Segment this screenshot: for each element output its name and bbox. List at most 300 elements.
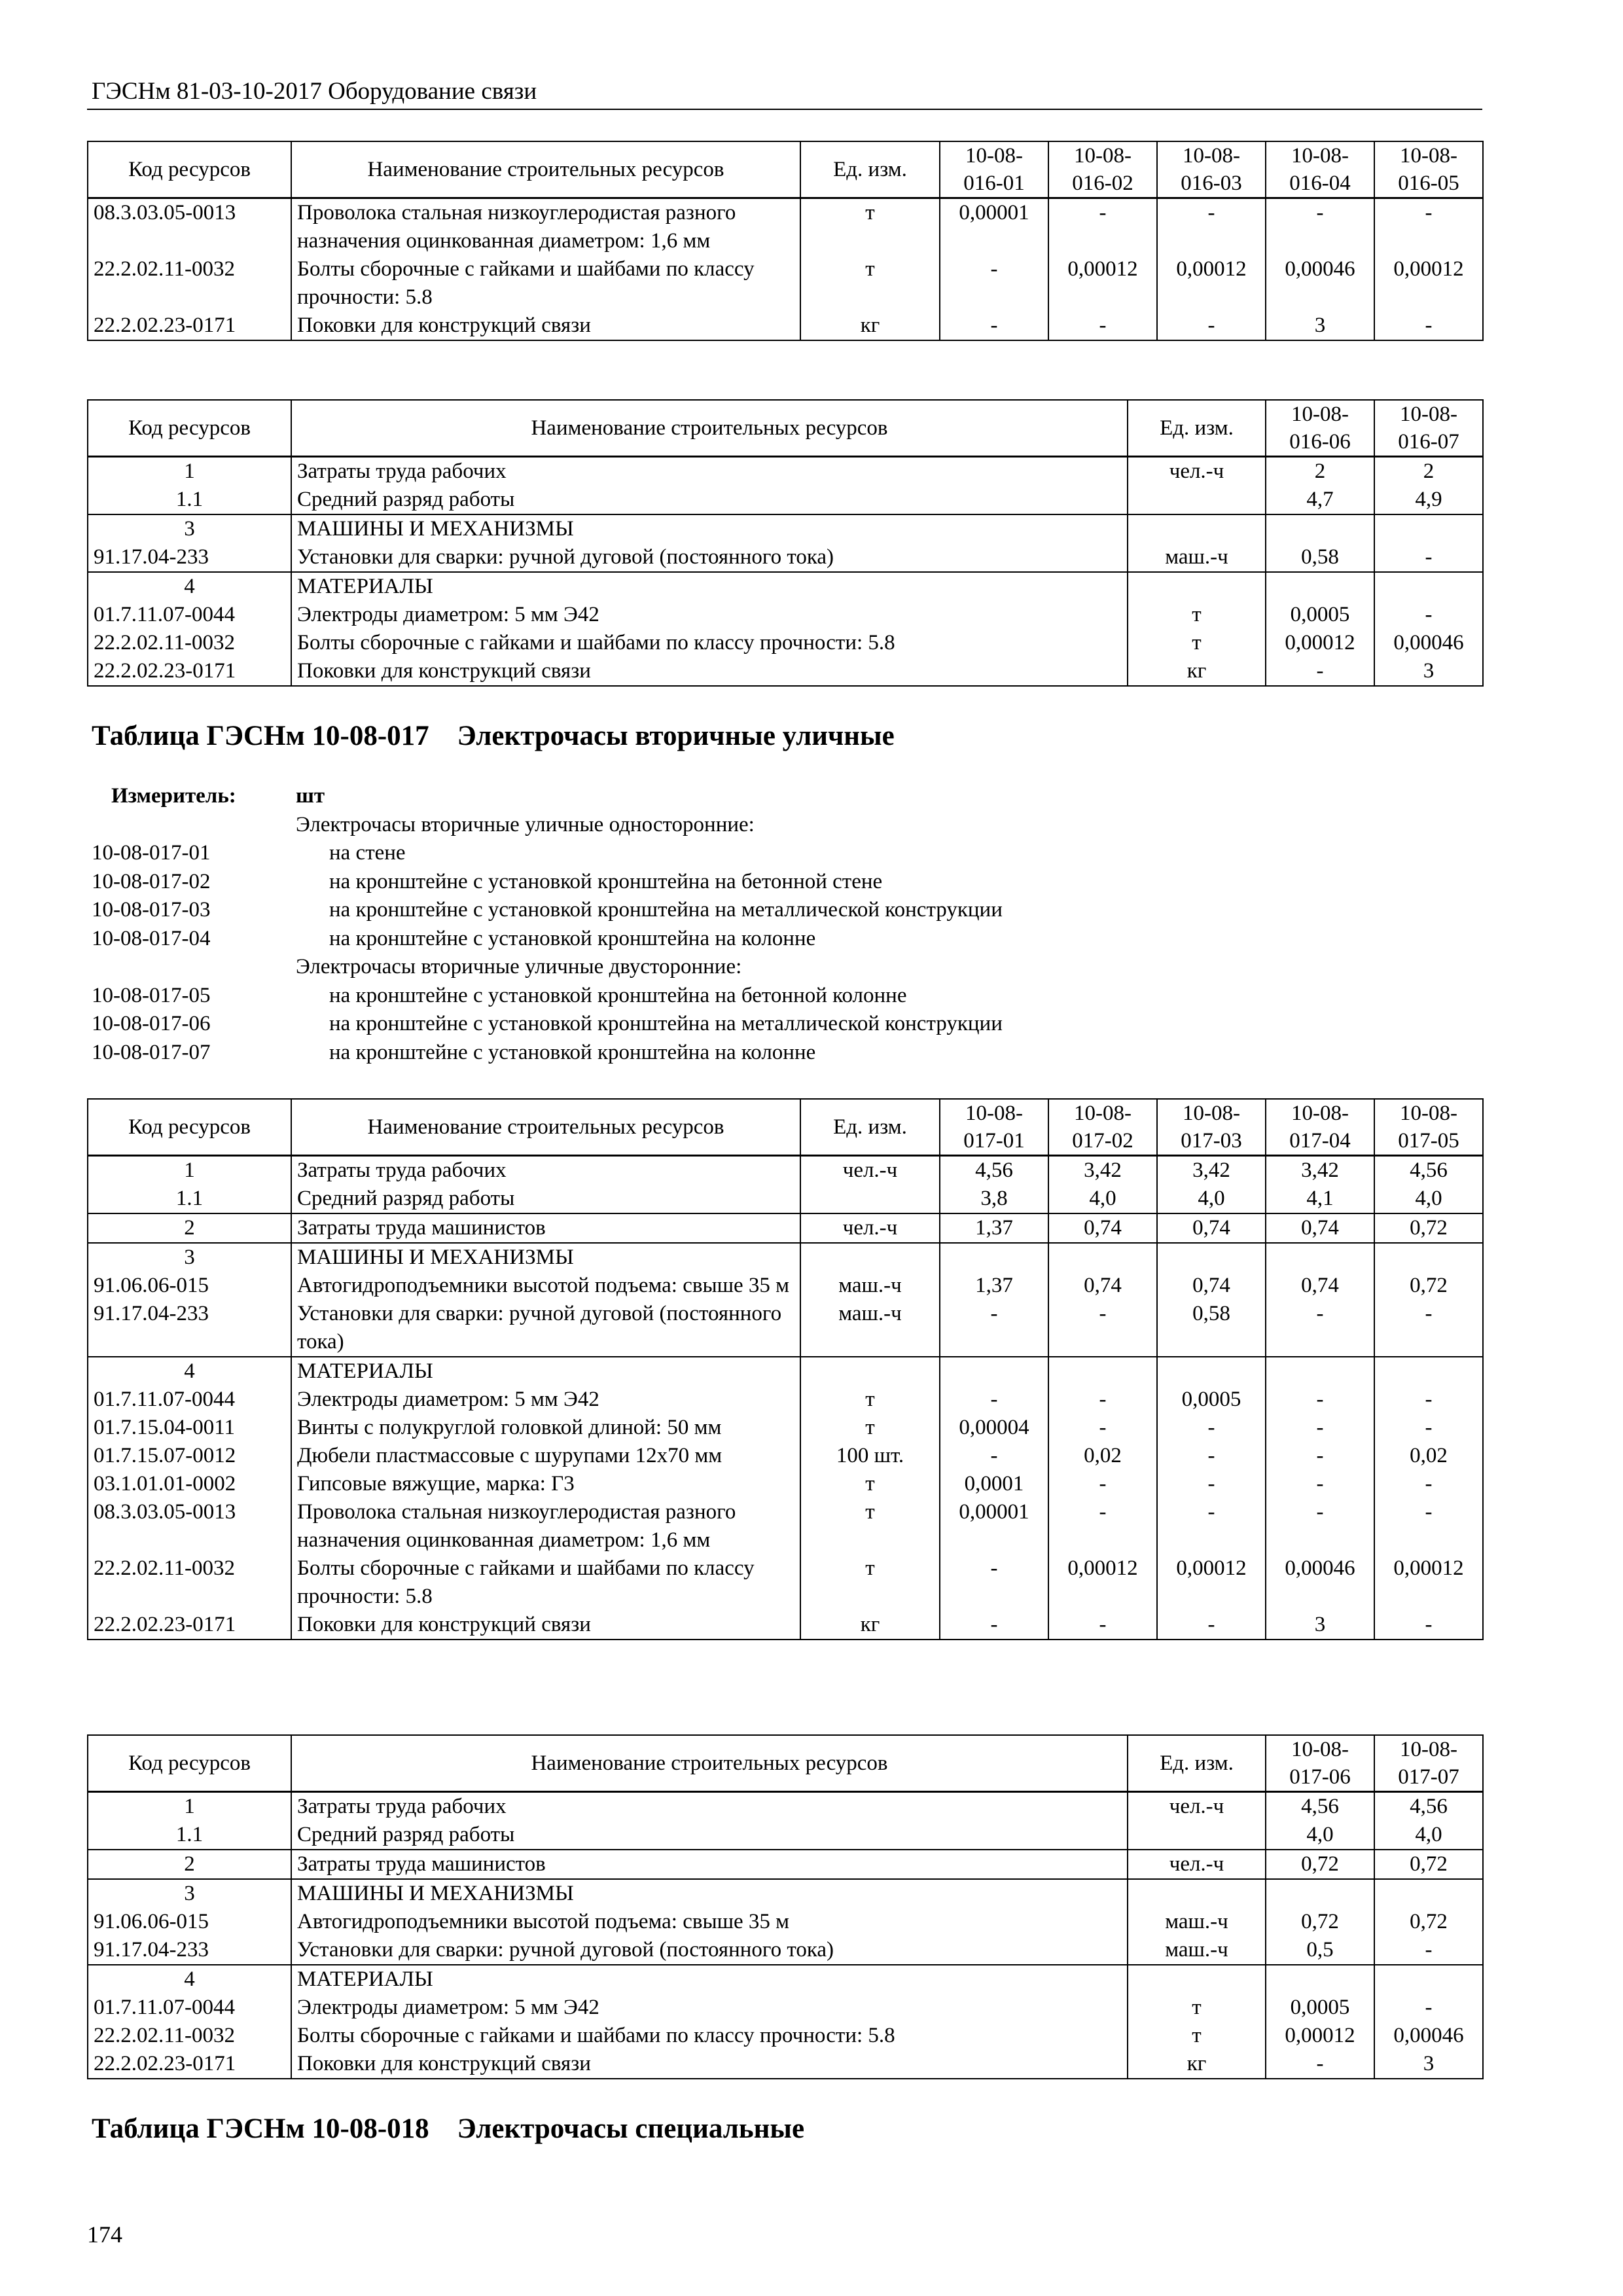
table-row — [88, 543, 1483, 572]
resource-value: 0,0005 — [1157, 1386, 1266, 1414]
resource-value: 4,7 — [1266, 486, 1374, 514]
resource-value: 0,74 — [1157, 1213, 1266, 1243]
resource-value — [1266, 572, 1374, 601]
table-row — [88, 1213, 1483, 1243]
resource-unit: т — [800, 198, 940, 256]
resource-value: 4,56 — [1374, 1792, 1483, 1821]
resource-unit: 100 шт. — [800, 1442, 940, 1470]
resource-value: 0,72 — [1266, 1908, 1374, 1936]
resource-unit: т — [800, 1554, 940, 1611]
resource-name: Поковки для конструкций связи — [291, 657, 1128, 686]
resource-value: - — [940, 1554, 1048, 1611]
norm-code: 10-08-017-07 — [92, 1040, 211, 1064]
resource-value: 0,02 — [1048, 1442, 1157, 1470]
resource-value: 0,00046 — [1266, 255, 1374, 312]
col-head-unit: Ед. изм. — [800, 1099, 940, 1156]
norm-code: 10-08-017-03 — [92, 898, 211, 922]
col-head-norm: 10-08- 016-01 — [940, 141, 1048, 198]
resource-value: 3 — [1266, 1611, 1374, 1640]
resource-value: 4,0 — [1374, 1821, 1483, 1850]
col-head-norm: 10-08- 016-05 — [1374, 141, 1483, 198]
col-head-norm: 10-08- 016-03 — [1157, 141, 1266, 198]
table-row — [88, 1936, 1483, 1965]
resource-name: Затраты труда машинистов — [291, 1213, 800, 1243]
resource-name: Электроды диаметром: 5 мм Э42 — [291, 1386, 800, 1414]
resource-value: - — [940, 1611, 1048, 1640]
resource-table-016-01-05 — [87, 141, 1484, 341]
resource-value — [940, 1357, 1048, 1386]
resource-value: - — [1048, 1498, 1157, 1554]
resource-value — [1374, 1879, 1483, 1908]
resource-value: 0,00012 — [1266, 2022, 1374, 2050]
resource-unit: маш.-ч — [1128, 543, 1266, 572]
norm-description: на кронштейне с установкой кронштейна на колонне — [329, 926, 816, 950]
resource-value — [1374, 514, 1483, 543]
resource-name: Затраты труда рабочих — [291, 457, 1128, 486]
resource-unit — [800, 1243, 940, 1272]
resource-value: 4,56 — [940, 1156, 1048, 1185]
resource-value: - — [1048, 198, 1157, 256]
resource-value: 0,00001 — [940, 198, 1048, 256]
table-row — [88, 1611, 1483, 1640]
resource-code: 91.17.04-233 — [88, 543, 291, 572]
col-head-name: Наименование строительных ресурсов — [291, 141, 800, 198]
resource-table-017-06-07 — [87, 1734, 1484, 2079]
norm-code: 10-08-017-06 — [92, 1012, 211, 1035]
resource-code: 22.2.02.11-0032 — [88, 629, 291, 657]
resource-name: Установки для сварки: ручной дуговой (постоянного тока) — [291, 1936, 1128, 1965]
table-row — [88, 198, 1483, 256]
table-row — [88, 1792, 1483, 1821]
table-row — [88, 2022, 1483, 2050]
resource-value — [1374, 572, 1483, 601]
resource-unit: чел.-ч — [800, 1156, 940, 1185]
resource-unit: кг — [800, 312, 940, 340]
resource-code: 08.3.03.05-0013 — [88, 1498, 291, 1554]
resource-value — [1157, 1357, 1266, 1386]
resource-name: Установки для сварки: ручной дуговой (постоянного тока) — [291, 1300, 800, 1357]
resource-unit — [1128, 1821, 1266, 1850]
resource-value: 4,0 — [1266, 1821, 1374, 1850]
resource-name: МАШИНЫ И МЕХАНИЗМЫ — [291, 514, 1128, 543]
norm-description: на кронштейне с установкой кронштейна на металлической конструкции — [329, 898, 1003, 922]
resource-code: 91.06.06-015 — [88, 1908, 291, 1936]
resource-value: 0,58 — [1157, 1300, 1266, 1357]
table-row — [88, 1908, 1483, 1936]
resource-value: - — [1374, 1498, 1483, 1554]
resource-name: Автогидроподъемники высотой подъема: свыше 35 м — [291, 1908, 1128, 1936]
resource-unit: т — [800, 1498, 940, 1554]
resource-unit: чел.-ч — [800, 1213, 940, 1243]
resource-value: 3 — [1374, 657, 1483, 686]
resource-unit: маш.-ч — [1128, 1908, 1266, 1936]
resource-value: 4,56 — [1266, 1792, 1374, 1821]
resource-value: 1,37 — [940, 1213, 1048, 1243]
resource-unit: кг — [800, 1611, 940, 1640]
col-head-norm: 10-08- 017-02 — [1048, 1099, 1157, 1156]
resource-code: 01.7.11.07-0044 — [88, 601, 291, 629]
resource-value: - — [1048, 1470, 1157, 1498]
resource-value: - — [1157, 1414, 1266, 1442]
resource-value: - — [1266, 1300, 1374, 1357]
resource-unit: т — [800, 1414, 940, 1442]
norm-description: Электрочасы вторичные уличные односторонние: — [296, 812, 755, 836]
resource-value: 4,0 — [1374, 1185, 1483, 1213]
meter-label: Измеритель: — [111, 784, 236, 808]
col-head-unit: Ед. изм. — [1128, 400, 1266, 457]
resource-name: Поковки для конструкций связи — [291, 312, 800, 340]
resource-value: 0,02 — [1374, 1442, 1483, 1470]
table-row — [88, 1470, 1483, 1498]
resource-name: Электроды диаметром: 5 мм Э42 — [291, 601, 1128, 629]
norm-description: на кронштейне с установкой кронштейна на колонне — [329, 1040, 816, 1064]
resource-value: - — [1374, 1386, 1483, 1414]
resource-value: 3,42 — [1157, 1156, 1266, 1185]
col-head-norm: 10-08- 017-05 — [1374, 1099, 1483, 1156]
resource-name: МАШИНЫ И МЕХАНИЗМЫ — [291, 1879, 1128, 1908]
resource-name: Дюбели пластмассовые с шурупами 12х70 мм — [291, 1442, 800, 1470]
resource-code: 22.2.02.11-0032 — [88, 1554, 291, 1611]
resource-value: 0,74 — [1157, 1272, 1266, 1300]
resource-name: Поковки для конструкций связи — [291, 1611, 800, 1640]
col-head-code: Код ресурсов — [88, 1735, 291, 1792]
resource-code: 3 — [88, 1243, 291, 1272]
resource-value: - — [1157, 1470, 1266, 1498]
col-head-norm: 10-08- 017-06 — [1266, 1735, 1374, 1792]
resource-value: 0,00012 — [1048, 255, 1157, 312]
resource-value: 3,8 — [940, 1185, 1048, 1213]
resource-value: 3,42 — [1266, 1156, 1374, 1185]
resource-value: - — [1374, 543, 1483, 572]
col-head-unit: Ед. изм. — [800, 141, 940, 198]
col-head-norm: 10-08- 016-04 — [1266, 141, 1374, 198]
resource-value: - — [1266, 1386, 1374, 1414]
resource-value: 0,00001 — [940, 1498, 1048, 1554]
resource-code: 22.2.02.11-0032 — [88, 255, 291, 312]
resource-code: 01.7.15.07-0012 — [88, 1442, 291, 1470]
meter-value: шт — [296, 784, 325, 808]
resource-name: Проволока стальная низкоуглеродистая разного назначения оцинкованная диаметром: 1,6 мм — [291, 1498, 800, 1554]
col-head-name: Наименование строительных ресурсов — [291, 400, 1128, 457]
resource-code: 1 — [88, 1156, 291, 1185]
resource-unit — [1128, 572, 1266, 601]
resource-code: 4 — [88, 572, 291, 601]
col-head-norm: 10-08- 016-06 — [1266, 400, 1374, 457]
norm-code: 10-08-017-01 — [92, 841, 211, 865]
resource-value: 2 — [1266, 457, 1374, 486]
resource-code: 91.17.04-233 — [88, 1300, 291, 1357]
resource-name: Болты сборочные с гайками и шайбами по классу прочности: 5.8 — [291, 1554, 800, 1611]
resource-value: - — [1374, 1300, 1483, 1357]
resource-value: - — [1266, 1414, 1374, 1442]
resource-value: 0,0001 — [940, 1470, 1048, 1498]
resource-name: Затраты труда рабочих — [291, 1792, 1128, 1821]
resource-value — [1374, 1357, 1483, 1386]
table-row — [88, 1272, 1483, 1300]
table-row — [88, 1185, 1483, 1213]
resource-value: 4,1 — [1266, 1185, 1374, 1213]
col-head-code: Код ресурсов — [88, 141, 291, 198]
table-row — [88, 1300, 1483, 1357]
resource-code: 22.2.02.23-0171 — [88, 2050, 291, 2079]
resource-value: 0,72 — [1374, 1850, 1483, 1879]
resource-value: - — [1266, 1470, 1374, 1498]
resource-value: 0,00012 — [1374, 1554, 1483, 1611]
resource-value: - — [1157, 1611, 1266, 1640]
table-row — [88, 1879, 1483, 1908]
resource-unit — [1128, 486, 1266, 514]
resource-value: 0,00012 — [1157, 1554, 1266, 1611]
resource-unit: т — [800, 1470, 940, 1498]
table-row — [88, 1243, 1483, 1272]
resource-value: - — [940, 255, 1048, 312]
resource-value: - — [940, 1386, 1048, 1414]
resource-name: МАТЕРИАЛЫ — [291, 1357, 800, 1386]
col-head-code: Код ресурсов — [88, 1099, 291, 1156]
resource-code: 01.7.11.07-0044 — [88, 1386, 291, 1414]
table-row — [88, 1442, 1483, 1470]
resource-unit: т — [1128, 2022, 1266, 2050]
table-row — [88, 486, 1483, 514]
resource-code: 22.2.02.23-0171 — [88, 1611, 291, 1640]
resource-unit: маш.-ч — [800, 1300, 940, 1357]
resource-value — [1266, 1879, 1374, 1908]
table-row — [88, 1498, 1483, 1554]
resource-name: Поковки для конструкций связи — [291, 2050, 1128, 2079]
resource-value: 0,72 — [1374, 1908, 1483, 1936]
resource-name: Гипсовые вяжущие, марка: Г3 — [291, 1470, 800, 1498]
resource-unit: кг — [1128, 657, 1266, 686]
resource-value: 0,00012 — [1048, 1554, 1157, 1611]
resource-value: 3 — [1374, 2050, 1483, 2079]
resource-code: 03.1.01.01-0002 — [88, 1470, 291, 1498]
resource-code: 3 — [88, 1879, 291, 1908]
resource-value: - — [1048, 1300, 1157, 1357]
table-row — [88, 2050, 1483, 2079]
resource-code: 4 — [88, 1357, 291, 1386]
resource-value: - — [1266, 198, 1374, 256]
resource-code: 91.17.04-233 — [88, 1936, 291, 1965]
resource-unit: т — [1128, 629, 1266, 657]
resource-value: 0,0005 — [1266, 601, 1374, 629]
table-row — [88, 312, 1483, 340]
resource-value: 3 — [1266, 312, 1374, 340]
resource-value: - — [940, 1442, 1048, 1470]
col-head-norm: 10-08- 017-04 — [1266, 1099, 1374, 1156]
resource-code: 22.2.02.23-0171 — [88, 657, 291, 686]
resource-value: - — [1374, 601, 1483, 629]
resource-name: Затраты труда машинистов — [291, 1850, 1128, 1879]
resource-unit: т — [800, 1386, 940, 1414]
resource-value: - — [1266, 657, 1374, 686]
resource-value: - — [1266, 2050, 1374, 2079]
resource-value: 0,74 — [1266, 1213, 1374, 1243]
table-row — [88, 1357, 1483, 1386]
resource-code: 22.2.02.23-0171 — [88, 312, 291, 340]
resource-unit — [800, 1185, 940, 1213]
resource-code: 2 — [88, 1213, 291, 1243]
table-row — [88, 1156, 1483, 1185]
resource-name: Болты сборочные с гайками и шайбами по классу прочности: 5.8 — [291, 255, 800, 312]
norm-code: 10-08-017-02 — [92, 869, 211, 893]
resource-value: - — [1374, 1414, 1483, 1442]
resource-code: 91.06.06-015 — [88, 1272, 291, 1300]
resource-table-016-06-07 — [87, 399, 1484, 687]
resource-value: 0,72 — [1374, 1272, 1483, 1300]
resource-value: 0,00012 — [1374, 255, 1483, 312]
resource-code: 2 — [88, 1850, 291, 1879]
norm-description: на стене — [329, 841, 406, 865]
resource-value: 4,0 — [1048, 1185, 1157, 1213]
resource-value: - — [1266, 1442, 1374, 1470]
resource-unit: т — [1128, 1994, 1266, 2022]
resource-name: Автогидроподъемники высотой подъема: свыше 35 м — [291, 1272, 800, 1300]
resource-value: 0,0005 — [1266, 1994, 1374, 2022]
resource-code: 1.1 — [88, 1185, 291, 1213]
resource-unit — [1128, 514, 1266, 543]
table-row — [88, 1386, 1483, 1414]
resource-value — [1374, 1243, 1483, 1272]
resource-value: - — [1157, 312, 1266, 340]
resource-unit: чел.-ч — [1128, 1850, 1266, 1879]
resource-unit: чел.-ч — [1128, 1792, 1266, 1821]
resource-value: - — [1374, 1611, 1483, 1640]
resource-value — [1048, 1243, 1157, 1272]
resource-unit — [1128, 1965, 1266, 1994]
col-head-name: Наименование строительных ресурсов — [291, 1735, 1128, 1792]
resource-unit: т — [1128, 601, 1266, 629]
resource-value: 0,00046 — [1266, 1554, 1374, 1611]
table-row — [88, 1414, 1483, 1442]
norm-description: на кронштейне с установкой кронштейна на бетонной стене — [329, 869, 883, 893]
resource-unit — [1128, 1879, 1266, 1908]
table-row — [88, 457, 1483, 486]
resource-name: МАШИНЫ И МЕХАНИЗМЫ — [291, 1243, 800, 1272]
resource-value — [1266, 1357, 1374, 1386]
resource-name: МАТЕРИАЛЫ — [291, 1965, 1128, 1994]
resource-value: 0,00012 — [1157, 255, 1266, 312]
running-header: ГЭСНм 81-03-10-2017 Оборудование связи — [92, 78, 537, 105]
resource-value: - — [1266, 1498, 1374, 1554]
col-head-norm: 10-08- 017-03 — [1157, 1099, 1266, 1156]
resource-table-017-01-05 — [87, 1098, 1484, 1640]
header-rule — [87, 109, 1482, 110]
resource-value: 0,00046 — [1374, 629, 1483, 657]
resource-value: - — [1374, 312, 1483, 340]
resource-value — [1048, 1357, 1157, 1386]
resource-name: Затраты труда рабочих — [291, 1156, 800, 1185]
resource-code: 1.1 — [88, 1821, 291, 1850]
resource-value: - — [1157, 1442, 1266, 1470]
table-row — [88, 601, 1483, 629]
resource-value: - — [1374, 1936, 1483, 1965]
resource-value: 0,00004 — [940, 1414, 1048, 1442]
resource-name: Установки для сварки: ручной дуговой (постоянного тока) — [291, 543, 1128, 572]
resource-value — [1157, 1243, 1266, 1272]
resource-value: 0,72 — [1266, 1850, 1374, 1879]
resource-name: Болты сборочные с гайками и шайбами по классу прочности: 5.8 — [291, 629, 1128, 657]
resource-code: 01.7.15.04-0011 — [88, 1414, 291, 1442]
table-row — [88, 657, 1483, 686]
resource-value — [1266, 1243, 1374, 1272]
resource-value: 0,72 — [1374, 1213, 1483, 1243]
resource-code: 3 — [88, 514, 291, 543]
resource-unit: маш.-ч — [800, 1272, 940, 1300]
resource-value: - — [1374, 1470, 1483, 1498]
resource-value: 0,5 — [1266, 1936, 1374, 1965]
resource-value: 0,58 — [1266, 543, 1374, 572]
resource-unit: кг — [1128, 2050, 1266, 2079]
table-row — [88, 1850, 1483, 1879]
resource-name: Винты с полукруглой головкой длиной: 50 мм — [291, 1414, 800, 1442]
resource-value: - — [940, 1300, 1048, 1357]
resource-code: 1 — [88, 457, 291, 486]
resource-value: - — [1374, 1994, 1483, 2022]
resource-value: 4,0 — [1157, 1185, 1266, 1213]
table-title-018: Таблица ГЭСНм 10-08-018 Электрочасы специальные — [92, 2113, 805, 2144]
table-row — [88, 629, 1483, 657]
resource-value — [1266, 1965, 1374, 1994]
resource-value: 4,9 — [1374, 486, 1483, 514]
resource-value: - — [940, 312, 1048, 340]
resource-value: - — [1048, 312, 1157, 340]
norm-code: 10-08-017-05 — [92, 983, 211, 1007]
col-head-norm: 10-08- 016-07 — [1374, 400, 1483, 457]
resource-value: - — [1374, 198, 1483, 256]
resource-code: 1 — [88, 1792, 291, 1821]
resource-name: Средний разряд работы — [291, 1185, 800, 1213]
resource-name: Болты сборочные с гайками и шайбами по классу прочности: 5.8 — [291, 2022, 1128, 2050]
table-row — [88, 255, 1483, 312]
norm-description: Электрочасы вторичные уличные двусторонние: — [296, 955, 742, 978]
resource-value: 0,74 — [1048, 1272, 1157, 1300]
resource-value: 4,56 — [1374, 1156, 1483, 1185]
table-row — [88, 1965, 1483, 1994]
resource-value: 0,00046 — [1374, 2022, 1483, 2050]
resource-code: 1.1 — [88, 486, 291, 514]
norm-description: на кронштейне с установкой кронштейна на бетонной колонне — [329, 983, 907, 1007]
col-head-norm: 10-08- 017-01 — [940, 1099, 1048, 1156]
col-head-norm: 10-08- 016-02 — [1048, 141, 1157, 198]
resource-name: Средний разряд работы — [291, 1821, 1128, 1850]
resource-value: - — [1048, 1611, 1157, 1640]
table-row — [88, 1994, 1483, 2022]
resource-name: Проволока стальная низкоуглеродистая разного назначения оцинкованная диаметром: 1,6 мм — [291, 198, 800, 256]
table-row — [88, 1821, 1483, 1850]
resource-value: - — [1048, 1414, 1157, 1442]
resource-value: 2 — [1374, 457, 1483, 486]
col-head-unit: Ед. изм. — [1128, 1735, 1266, 1792]
table-row — [88, 572, 1483, 601]
resource-code: 01.7.11.07-0044 — [88, 1994, 291, 2022]
resource-value: - — [1157, 1498, 1266, 1554]
resource-unit: т — [800, 255, 940, 312]
resource-value — [1266, 514, 1374, 543]
resource-code: 08.3.03.05-0013 — [88, 198, 291, 256]
resource-code: 22.2.02.11-0032 — [88, 2022, 291, 2050]
page-number: 174 — [87, 2221, 122, 2248]
col-head-code: Код ресурсов — [88, 400, 291, 457]
resource-unit: маш.-ч — [1128, 1936, 1266, 1965]
resource-unit: чел.-ч — [1128, 457, 1266, 486]
resource-name: МАТЕРИАЛЫ — [291, 572, 1128, 601]
resource-code: 4 — [88, 1965, 291, 1994]
resource-value — [940, 1243, 1048, 1272]
resource-value: 0,00012 — [1266, 629, 1374, 657]
resource-value: - — [1157, 198, 1266, 256]
table-row — [88, 514, 1483, 543]
norm-code: 10-08-017-04 — [92, 926, 211, 950]
